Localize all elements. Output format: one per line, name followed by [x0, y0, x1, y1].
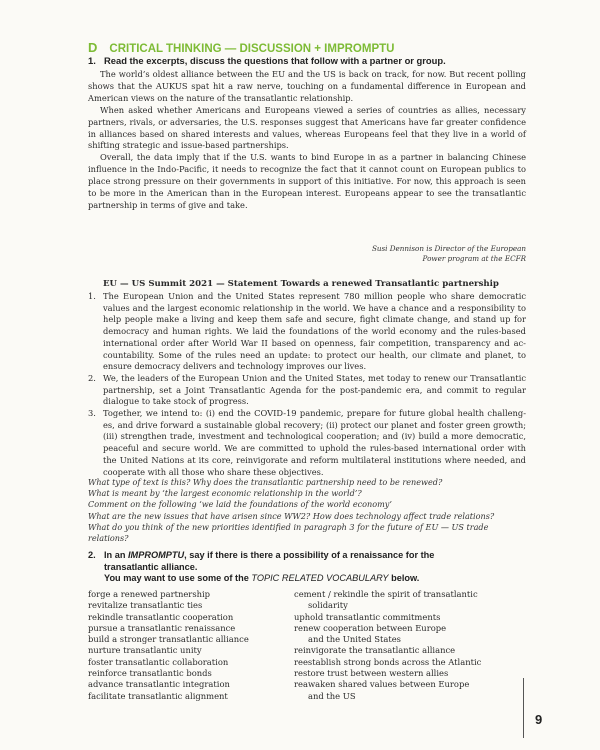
- vocabulary-item: forge a renewed partnership: [88, 589, 211, 599]
- statement-item-number: 2.: [88, 372, 96, 383]
- statement-item: [88, 291, 526, 373]
- task-2-number: 2.: [88, 550, 96, 560]
- statement-item-text: We, the leaders of the European Union and the United States, met today to renew our Transatlantic partnership, set a Joint Transatlantic Agenda for the post-pandemic era, and commit to regular dialogue to take stock of progress.: [103, 372, 526, 407]
- question: Comment on the following ‘we laid the foundations of the world economy’: [88, 499, 392, 510]
- vocabulary-item-continuation: and the US: [308, 690, 356, 701]
- question: What is meant by ‘the largest economic relationship in the world’?: [88, 488, 362, 499]
- vocabulary-item-continuation: solidarity: [308, 600, 348, 611]
- statement-item-number: 3.: [88, 408, 96, 419]
- vocabulary-item: uphold transatlantic commitments: [294, 611, 441, 622]
- vocabulary-item: build a stronger transatlantic alliance: [88, 634, 249, 645]
- question: What type of text is this? Why does the transatlantic partnership need to be renewed?: [88, 477, 443, 487]
- task-2-text: below.: [388, 573, 420, 583]
- question: What do you think of the new priorities identified in paragraph 3 for the future of EU — US trade relations?: [88, 521, 489, 544]
- vocabulary-item-continuation: and the United States: [308, 634, 401, 645]
- section-title: CRITICAL THINKING — DISCUSSION + IMPROMPTU: [109, 43, 395, 55]
- vocabulary-item: reestablish strong bonds across the Atlantic: [294, 656, 482, 667]
- task-2-text: In an: [104, 550, 128, 560]
- excerpt-text: [88, 69, 526, 212]
- statement-item: [88, 373, 526, 408]
- excerpt-paragraph: The world’s oldest alliance between the EU and the US is back on track, for now. But recent polling shows that the AUKUS spat hit a raw nerve, touching on a fundamental difference in European and American views on the nature of the transatlantic relationship.: [88, 69, 526, 103]
- vocabulary-item: reinvigorate the transatlantic alliance: [294, 645, 456, 656]
- vocabulary-item: pursue a transatlantic renaissance: [88, 622, 236, 633]
- vocabulary-left-column: [88, 589, 249, 702]
- excerpt-paragraph: When asked whether Americans and Europeans viewed a series of countries as allies, necessary partners, rivals, or adversaries, the U.S. responses suggest that Americans have far greater confidence in alliances based on shared interests and values, whereas Europeans feel that they live in a world of shifting strategic and issue-based partnerships.: [88, 104, 526, 151]
- vocabulary-item: nurture transatlantic unity: [88, 645, 202, 656]
- page-number: 9: [535, 712, 543, 727]
- margin-divider: [523, 678, 524, 738]
- task-2-line: [104, 550, 528, 562]
- attribution-line: Susi Dennison is Director of the European: [371, 244, 526, 253]
- task-2-text: , say if there is there a possibility of a renaissance for the: [184, 550, 435, 560]
- excerpt-attribution: [320, 244, 526, 264]
- excerpt-paragraph: Overall, the data imply that if the U.S. wants to bind Europe in as a partner in balancing Chinese influence in the Indo-Pacific, it needs to recognize the fact that it cannot count on European publics to place strong pressure on their governments in support of this initiative. For now, this approach is seen to be more in the American than in the European interest. Europeans appear to see the transatlantic partnership in terms of give and take.: [88, 152, 526, 210]
- vocabulary-item: reinforce transatlantic bonds: [88, 668, 212, 679]
- statement-list: [88, 291, 526, 478]
- statement-title: EU — US Summit 2021 — Statement Towards a renewed Transatlantic partnership: [103, 279, 499, 289]
- task-1-number: 1.: [88, 55, 96, 66]
- vocabulary-item: foster transatlantic collaboration: [88, 656, 229, 667]
- task-2-line: transatlantic alliance.: [104, 561, 198, 572]
- vocabulary-item: advance transatlantic integration: [88, 679, 230, 690]
- task-1-instruction: [88, 55, 528, 66]
- task-2-line: [104, 573, 528, 585]
- vocabulary-item: renew cooperation between Europe: [294, 622, 447, 633]
- impromptu-term: IMPROMPTU: [128, 550, 185, 560]
- question: What are the new issues that have arisen since WW2? How does technology affect trade relations?: [88, 510, 495, 521]
- statement-item-text: The European Union and the United States represent 780 million people who share democratic values and the largest economic relationship in the world. We have a chance and a responsibility to help people make a living and keep them safe and secure, fight climate change, and stand up for democracy and human rights. We laid the foundations of the world economy and the rules-based international order after World War II based on openness, fair competition, transparency and ac-countability. Some of the rules need an update: to protect our health, our climate and planet, to ensure democracy delivers and technology improves our lives.: [103, 291, 526, 372]
- statement-item: [88, 408, 526, 478]
- section-letter: D: [88, 40, 98, 55]
- vocabulary-term: TOPIC RELATED VOCABULARY: [251, 573, 389, 583]
- task-2-instruction: [88, 550, 528, 585]
- statement-item-text: Together, we intend to: (i) end the COVID-19 pandemic, prepare for future global health challeng-es, and drive forward a sustainable global recovery; (ii) protect our planet and foster green growth; (iii) strengthen trade, investment and technological cooperation; and (iv) build a more democratic, peaceful and secure world. We are committed to uphold the rules-based international order with the United Nations at its core, reinvigorate and reform multilateral institutions where needed, and cooperate with all those who share these objectives.: [103, 408, 526, 477]
- vocabulary-item: rekindle transatlantic cooperation: [88, 611, 234, 622]
- vocabulary-item: facilitate transatlantic alignment: [88, 690, 228, 701]
- section-heading: [88, 40, 394, 55]
- discussion-questions: [88, 477, 528, 544]
- task-2-text: You may want to use some of the: [104, 573, 252, 583]
- task-1-text: Read the excerpts, discuss the questions that follow with a partner or group.: [104, 55, 446, 66]
- vocabulary-right-column: [294, 589, 481, 702]
- statement-item-number: 1.: [88, 291, 96, 301]
- attribution-line: Power program at the ECFR: [422, 254, 526, 263]
- vocabulary-item: revitalize transatlantic ties: [88, 600, 203, 611]
- vocabulary-item: restore trust between western allies: [294, 668, 449, 679]
- vocabulary-item: reawaken shared values between Europe: [294, 679, 470, 690]
- vocabulary-item: cement / rekindle the spirit of transatlantic: [294, 589, 478, 599]
